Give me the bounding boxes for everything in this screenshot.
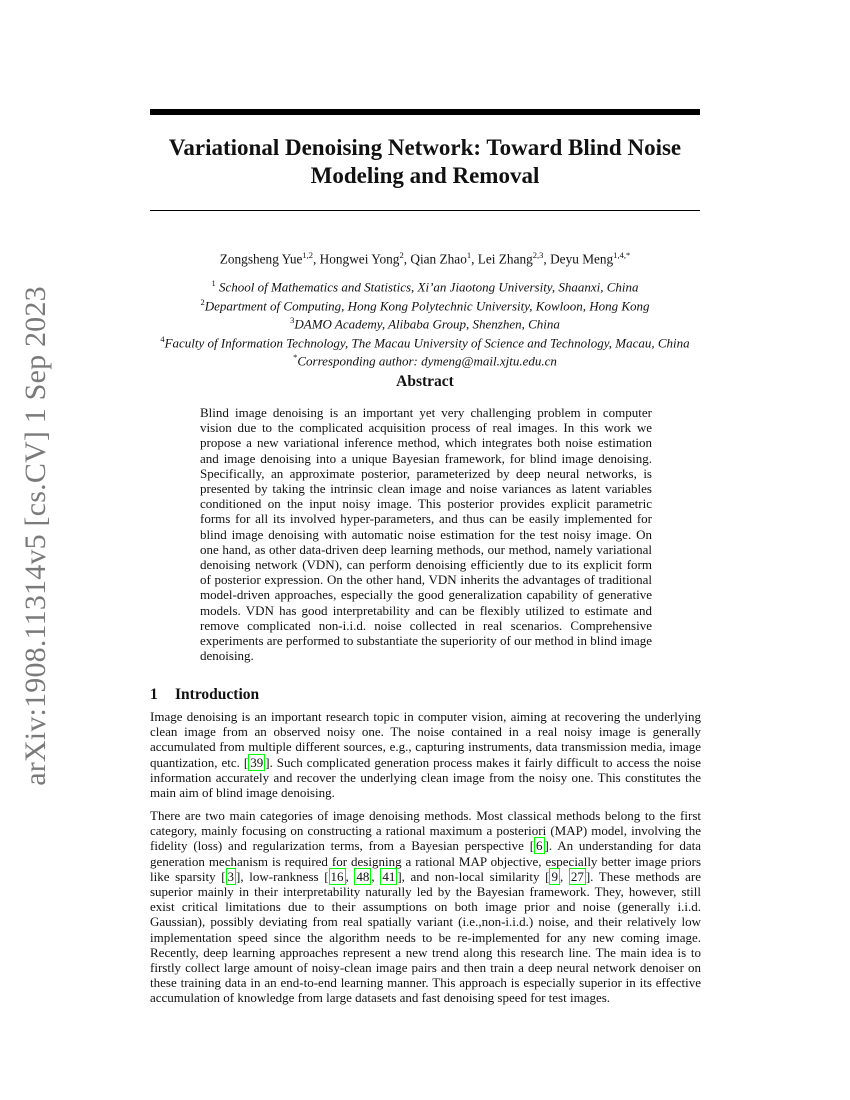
author-affiliation-mark: 2,3 (532, 250, 544, 260)
author-name: Deyu Meng (550, 251, 614, 267)
title-bottom-rule (150, 210, 700, 211)
citation-link[interactable]: 6 (536, 838, 543, 854)
affiliation-line (142, 313, 708, 332)
arxiv-identifier-stamp: arXiv:1908.11314v5 [cs.CV] 1 Sep 2023 (19, 286, 52, 786)
author-name: Qian Zhao (410, 251, 467, 267)
section-number: 1 (150, 686, 158, 703)
affiliation-line (142, 276, 708, 295)
paper-title: Variational Denoising Network: Toward Blind Noise Modeling and Removal (168, 135, 682, 188)
affiliation-text: Department of Computing, Hong Kong Polytechnic University, Kowloon, Hong Kong (204, 297, 650, 313)
citation-link[interactable]: 16 (330, 868, 344, 884)
affiliation-list (142, 276, 708, 369)
section-heading-introduction (150, 686, 700, 704)
title-top-rule (150, 109, 700, 115)
affiliation-mark: 3 (290, 315, 295, 326)
affiliation-mark: 2 (200, 296, 205, 307)
affiliation-line (142, 295, 708, 314)
affiliation-text: School of Mathematics and Statistics, Xi’an Jiaotong University, Shaanxi, China (215, 279, 639, 295)
author-affiliation-mark: 1 (466, 250, 472, 260)
citation-link[interactable]: 9 (551, 868, 558, 884)
intro-paragraph-1: Image denoising is an important research topic in computer vision, aiming at recovering the underlying clean image from an observed noisy one. The noise contained in a real noisy image is generally accumulated from multiple different sources, e.g., capturing instruments, data transmission media, image quantization, etc. [ 39 ]. Such complicated generation process makes it fairly difficult to access the noise information accurately and recover the underlying clean image from the noisy one. This constitutes the main aim of blind image denoising. (150, 709, 701, 801)
section-title: Introduction (175, 686, 260, 703)
author-affiliation-mark: 1,4,* (613, 250, 631, 260)
abstract-text: Blind image denoising is an important yet very challenging problem in computer vision due to the complicated acquisition process of real images. In this work we propose a new variational inference method, which integrates both noise estimation and image denoising into a unique Bayesian framework, for blind image denoising. Specifically, an approximate posterior, parameterized by deep neural networks, is presented by taking the intrinsic clean image and noise variances as latent variables conditioned on the input noisy image. This posterior provides explicit parametric forms for all its involved hyper-parameters, and thus can be easily implemented for blind image denoising with automatic noise estimation for the test noisy image. On one hand, as other data-driven deep learning methods, our method, namely variational denoising network (VDN), can perform denoising efficiently due to its explicit form of posterior expression. On the other hand, VDN inherits the advantages of traditional model-driven approaches, especially the good generalization capability of generative models. VDN has good interpretability and can be flexibly utilized to estimate and remove complicated non-i.i.d. noise collected in real scenarios. Comprehensive experiments are performed to substantiate the superiority of our method in blind image denoising. (200, 405, 652, 664)
author-name: Zongsheng Yue (219, 251, 303, 267)
intro-paragraph-2: There are two main categories of image denoising methods. Most classical methods belong to the first category, mainly focusing on constructing a rational maximum a posteriori (MAP) model, involving the fidelity (loss) and regularization terms, from a Bayesian perspective [ 6 ]. An understanding for data generation mechanism is required for designing a rational MAP objective, especially better image priors like sparsity [ 3 ], low-rankness [ 16 , 48 , 41 ], and non-local similarity [ 9 , 27 ]. These methods are superior mainly in their interpretability naturally led by the Bayesian framework. They, however, still exist critical limitations due to their assumptions on both image prior and noise (generally i.i.d. Gaussian), possibly deviating from real spatially variant (i.e.,non-i.i.d.) noise, and their relatively low implementation speed since the algorithm needs to be re-implemented for any new coming image. Recently, deep learning approaches represent a new trend along this research line. The main idea is to firstly collect large amount of noisy-clean image pairs and then train a deep neural network denoiser on these training data in an end-to-end learning manner. This approach is especially superior in its effective accumulation of knowledge from large datasets and fast denoising speed for test images. (150, 808, 702, 1006)
affiliation-line (142, 332, 708, 351)
affiliation-text: DAMO Academy, Alibaba Group, Shenzhen, China (294, 316, 560, 332)
citation-link[interactable]: 3 (227, 868, 235, 884)
affiliation-line (142, 350, 708, 369)
author-affiliation-mark: 2 (399, 250, 404, 260)
affiliation-mark: 1 (211, 278, 216, 288)
author-affiliation-mark: 1,2 (302, 250, 313, 260)
affiliation-mark: 4 (160, 333, 165, 344)
citation-link[interactable]: 27 (570, 868, 584, 884)
citation-link[interactable]: 39 (250, 754, 264, 770)
affiliation-mark: * (293, 352, 298, 363)
affiliation-text: Corresponding author: dymeng@mail.xjtu.edu.cn (297, 353, 557, 369)
author-list: Zongsheng Yue$^{1,2}$, Hongwei Yong$^2$, Qian Zhao$^1$, Lei Zhang$^{2,3}$, Deyu Meng$^{1,4,*}$ (219, 250, 631, 267)
affiliation-text: Faculty of Information Technology, The Macau University of Science and Technology, Macau, China (164, 334, 690, 350)
author-name: Lei Zhang (477, 251, 533, 267)
author-name: Hongwei Yong (319, 251, 400, 267)
citation-link[interactable]: 41 (382, 868, 396, 884)
abstract-heading: Abstract (396, 373, 454, 390)
citation-link[interactable]: 48 (356, 868, 370, 884)
